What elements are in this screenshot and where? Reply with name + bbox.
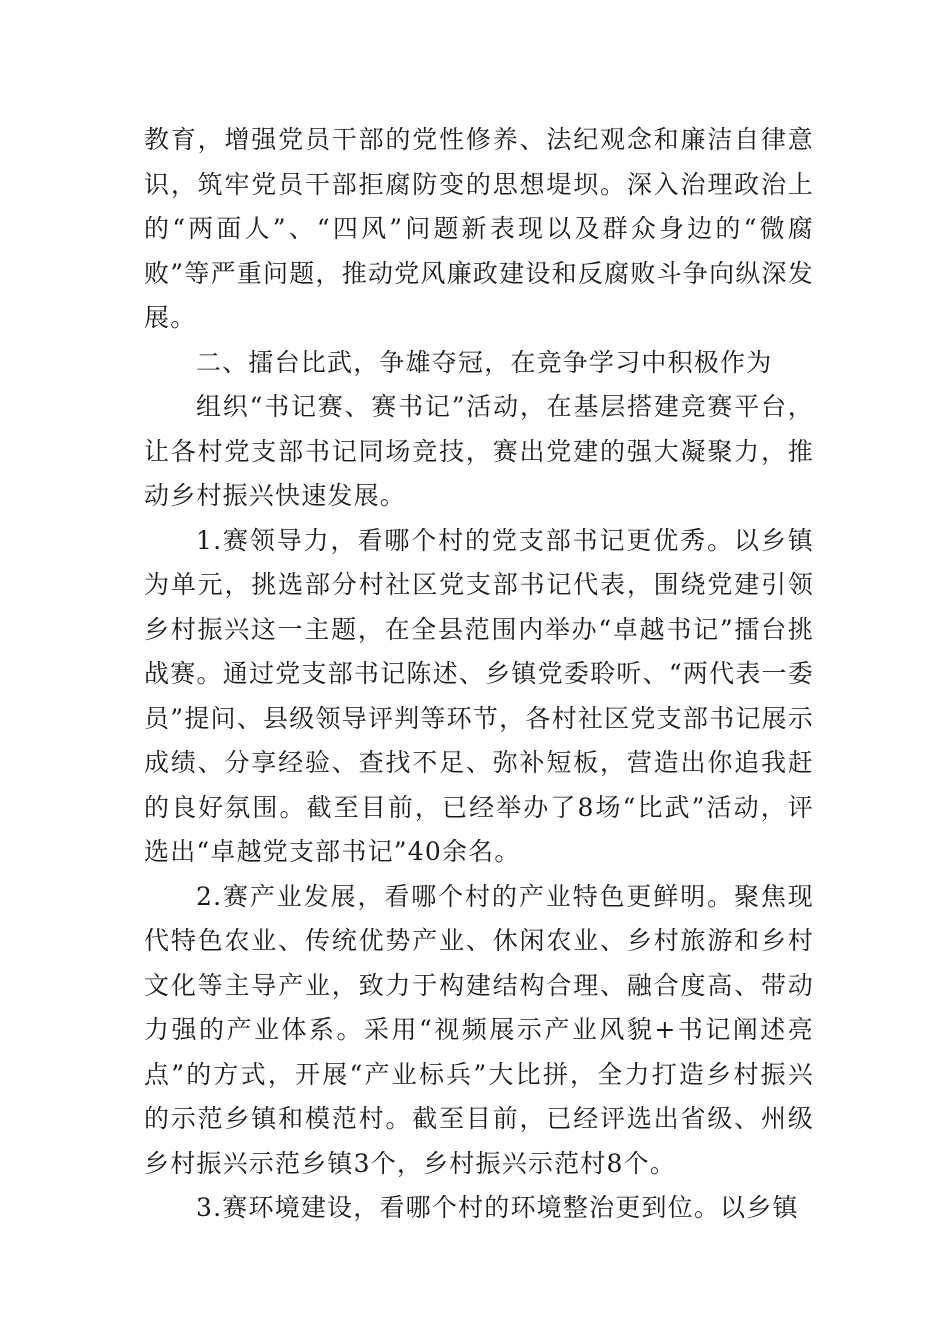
section-heading: 二、擂台比武，争雄夺冠，在竞争学习中积极作为: [196, 347, 773, 377]
paragraph-continued: 教育，增强党员干部的党性修养、法纪观念和廉洁自律意识，筑牢党员干部拒腐防变的思想堤坝。深入治理政治上的“两面人”、“四风”问题新表现以及群众身边的“微腐败”等严重问题，推动党风廉政建设和反腐败斗争向纵深发展。: [144, 125, 814, 332]
paragraph-item-3: 3.赛环境建设，看哪个村的环境整治更到位。以乡镇: [196, 1193, 799, 1222]
paragraph-item-2: 2.赛产业发展，看哪个村的产业特色更鲜明。聚焦现代特色农业、传统优势产业、休闲农业、乡村旅游和乡村文化等主导产业，致力于构建结构合理、融合度高、带动力强的产业体系。采用“视频展示产业风貌+书记阐述亮点”的方式，开展“产业标兵”大比拼，全力打造乡村振兴的示范乡镇和模范村。截至目前，已经评选出省级、州级乡村振兴示范乡镇3个，乡村振兴示范村8个。: [144, 881, 814, 1178]
document-body: [144, 118, 814, 1231]
paragraph-intro: 组织“书记赛、赛书记”活动，在基层搭建竞赛平台，让各村党支部书记同场竞技，赛出党建的强大凝聚力，推动乡村振兴快速发展。: [144, 392, 814, 510]
paragraph-item-1: 1.赛领导力，看哪个村的党支部书记更优秀。以乡镇为单元，挑选部分村社区党支部书记代表，围绕党建引领乡村振兴这一主题，在全县范围内举办“卓越书记”擂台挑战赛。通过党支部书记陈述、乡镇党委聆听、“两代表一委员”提问、县级领导评判等环节，各村社区党支部书记展示成绩、分享经验、查找不足、弥补短板，营造出你追我赶的良好氛围。截至目前，已经举办了8场“比武”活动，评选出“卓越党支部书记”40余名。: [144, 525, 814, 866]
